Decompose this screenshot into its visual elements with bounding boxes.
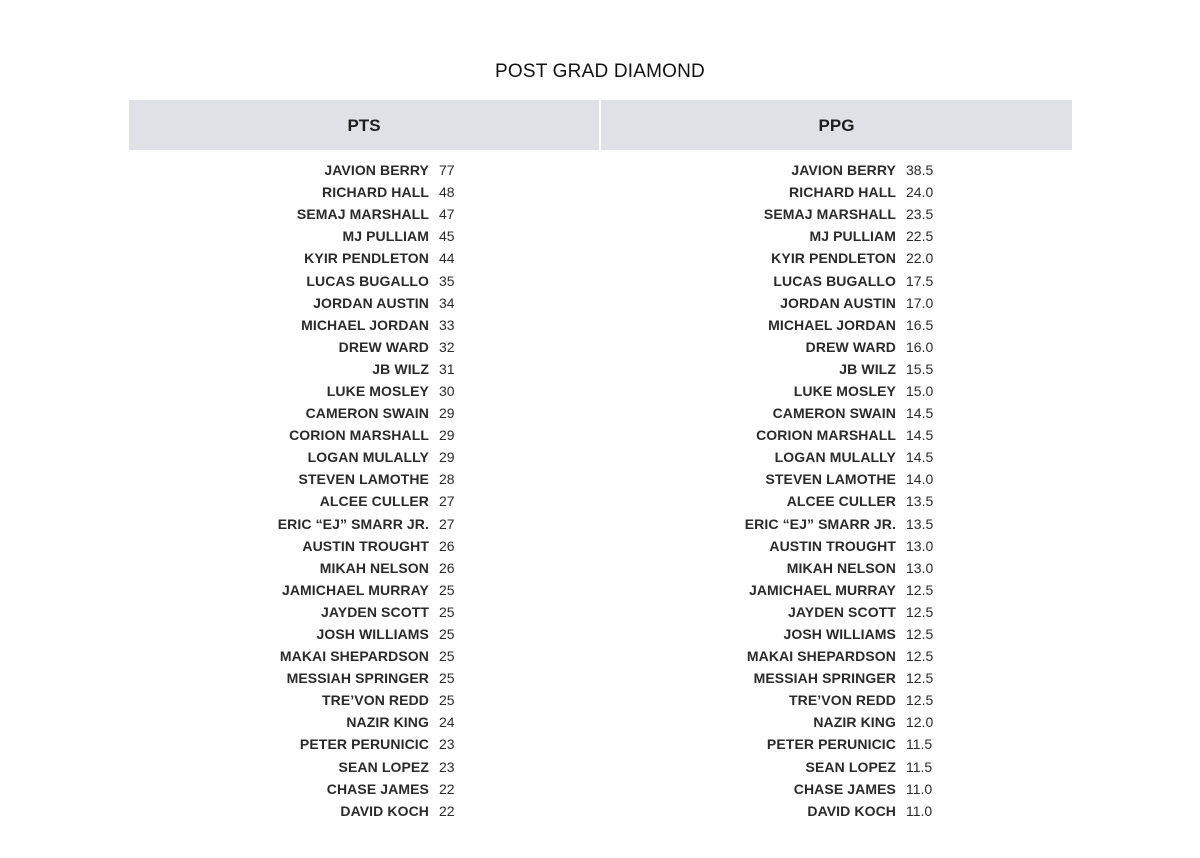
pts-value: 48 [439,184,455,201]
ppg-row [601,225,1071,247]
player-name: CHASE JAMES [793,780,896,797]
ppg-row [601,292,1071,314]
player-name: LOGAN MULALLY [307,449,429,466]
player-name: SEAN LOPEZ [338,758,429,775]
ppg-row [601,557,1071,579]
player-name: MJ PULLIAM [342,228,429,245]
player-name: JOSH WILLIAMS [783,626,896,643]
player-name: MICHAEL JORDAN [301,316,429,333]
ppg-row [601,468,1071,490]
ppg-value: 13.0 [906,559,934,576]
ppg-value: 12.5 [906,648,934,665]
pts-row [129,490,599,512]
ppg-row [601,490,1071,512]
pts-value: 29 [439,405,455,422]
player-name: AUSTIN TROUGHT [302,537,429,554]
pts-row [129,800,599,822]
player-name: JB WILZ [839,360,896,377]
ppg-leaderboard [601,159,1071,822]
player-name: DAVID KOCH [340,802,429,819]
player-name: NAZIR KING [813,714,896,731]
pts-value: 25 [439,626,455,643]
ppg-row [601,181,1071,203]
ppg-value: 17.0 [906,294,934,311]
pts-value: 23 [439,758,455,775]
pts-row [129,557,599,579]
player-name: ALCEE CULLER [786,493,896,510]
player-name: MIKAH NELSON [319,559,429,576]
pts-row [129,513,599,535]
pts-row [129,424,599,446]
pts-row [129,601,599,623]
player-name: RICHARD HALL [789,184,896,201]
ppg-row [601,513,1071,535]
pts-value: 22 [439,780,455,797]
pts-row [129,689,599,711]
player-name: MESSIAH SPRINGER [286,670,429,687]
pts-row [129,358,599,380]
ppg-value: 11.0 [906,802,933,819]
ppg-row [601,424,1071,446]
player-name: JORDAN AUSTIN [313,294,429,311]
player-name: STEVEN LAMOTHE [298,471,429,488]
pts-row [129,733,599,755]
ppg-row [601,645,1071,667]
ppg-value: 14.0 [906,471,934,488]
player-name: TRE’VON REDD [789,692,896,709]
player-name: MIKAH NELSON [786,559,896,576]
pts-value: 32 [439,338,455,355]
ppg-value: 12.5 [906,626,934,643]
player-name: JAVION BERRY [324,162,429,179]
player-name: TRE’VON REDD [322,692,429,709]
pts-row [129,535,599,557]
pts-row [129,314,599,336]
player-name: CORION MARSHALL [289,427,429,444]
pts-value: 44 [439,250,455,267]
ppg-row [601,579,1071,601]
ppg-row [601,756,1071,778]
player-name: PETER PERUNICIC [766,736,896,753]
ppg-value: 13.5 [906,493,934,510]
ppg-value: 12.5 [906,670,934,687]
pts-row [129,292,599,314]
pts-row [129,181,599,203]
table-header-row [129,100,1072,150]
ppg-value: 15.5 [906,360,934,377]
player-name: JORDAN AUSTIN [780,294,896,311]
ppg-value: 24.0 [906,184,934,201]
ppg-row [601,203,1071,225]
ppg-row [601,402,1071,424]
pts-row [129,645,599,667]
ppg-value: 17.5 [906,272,934,289]
player-name: AUSTIN TROUGHT [769,537,896,554]
ppg-row [601,269,1071,291]
pts-value: 45 [439,228,455,245]
pts-value: 29 [439,427,455,444]
pts-row [129,269,599,291]
pts-value: 31 [439,360,455,377]
ppg-row [601,247,1071,269]
pts-row [129,203,599,225]
pts-column-header: PTS [129,100,599,150]
ppg-value: 11.5 [906,736,933,753]
pts-row [129,468,599,490]
player-name: JAMICHAEL MURRAY [748,581,896,598]
player-name: JAYDEN SCOTT [320,603,429,620]
ppg-value: 14.5 [906,405,934,422]
player-name: KYIR PENDLETON [771,250,896,267]
ppg-value: 14.5 [906,449,934,466]
ppg-value: 16.0 [906,338,934,355]
ppg-value: 12.5 [906,603,934,620]
ppg-value: 22.0 [906,250,934,267]
player-name: JAMICHAEL MURRAY [281,581,429,598]
page-title: POST GRAD DIAMOND [495,60,705,82]
ppg-value: 12.0 [906,714,934,731]
player-name: STEVEN LAMOTHE [765,471,896,488]
pts-row [129,446,599,468]
pts-value: 22 [439,802,455,819]
pts-row [129,756,599,778]
ppg-row [601,336,1071,358]
pts-row [129,159,599,181]
pts-row [129,579,599,601]
pts-value: 47 [439,206,455,223]
pts-value: 34 [439,294,455,311]
ppg-column-header: PPG [601,100,1072,150]
ppg-row [601,778,1071,800]
ppg-row [601,667,1071,689]
ppg-value: 14.5 [906,427,934,444]
player-name: MAKAI SHEPARDSON [279,648,429,665]
player-name: PETER PERUNICIC [299,736,429,753]
pts-value: 25 [439,692,455,709]
ppg-value: 12.5 [906,581,934,598]
player-name: LUKE MOSLEY [326,382,429,399]
ppg-value: 23.5 [906,206,934,223]
player-name: ERIC “EJ” SMARR JR. [277,515,429,532]
pts-value: 27 [439,515,455,532]
pts-value: 25 [439,603,455,620]
pts-value: 28 [439,471,455,488]
player-name: CORION MARSHALL [756,427,896,444]
player-name: KYIR PENDLETON [304,250,429,267]
player-name: NAZIR KING [346,714,429,731]
player-name: JB WILZ [372,360,429,377]
ppg-row [601,159,1071,181]
ppg-row [601,733,1071,755]
pts-value: 30 [439,382,455,399]
player-name: RICHARD HALL [322,184,429,201]
ppg-value: 11.5 [906,758,933,775]
ppg-row [601,380,1071,402]
pts-row [129,225,599,247]
player-name: SEAN LOPEZ [805,758,896,775]
ppg-row [601,711,1071,733]
player-name: MAKAI SHEPARDSON [746,648,896,665]
ppg-row [601,800,1071,822]
player-name: DREW WARD [805,338,896,355]
player-name: SEMAJ MARSHALL [763,206,896,223]
pts-row [129,711,599,733]
pts-row [129,402,599,424]
player-name: JAYDEN SCOTT [787,603,896,620]
pts-value: 26 [439,559,455,576]
pts-value: 33 [439,316,455,333]
pts-row [129,380,599,402]
player-name: DAVID KOCH [807,802,896,819]
pts-row [129,667,599,689]
player-name: CAMERON SWAIN [772,405,896,422]
ppg-value: 38.5 [906,162,934,179]
player-name: DREW WARD [338,338,429,355]
ppg-value: 12.5 [906,692,934,709]
player-name: LOGAN MULALLY [774,449,896,466]
pts-value: 29 [439,449,455,466]
player-name: MJ PULLIAM [809,228,896,245]
player-name: LUKE MOSLEY [793,382,896,399]
pts-value: 26 [439,537,455,554]
ppg-row [601,358,1071,380]
pts-value: 27 [439,493,455,510]
ppg-row [601,446,1071,468]
ppg-row [601,535,1071,557]
ppg-row [601,314,1071,336]
ppg-value: 11.0 [906,780,933,797]
player-name: LUCAS BUGALLO [306,272,429,289]
pts-value: 25 [439,648,455,665]
ppg-value: 22.5 [906,228,934,245]
ppg-value: 16.5 [906,316,934,333]
pts-row [129,336,599,358]
ppg-value: 13.0 [906,537,934,554]
ppg-value: 13.5 [906,515,934,532]
pts-value: 25 [439,670,455,687]
pts-row [129,778,599,800]
pts-leaderboard [129,159,599,822]
player-name: ALCEE CULLER [319,493,429,510]
player-name: SEMAJ MARSHALL [296,206,429,223]
pts-value: 23 [439,736,455,753]
pts-row [129,247,599,269]
pts-value: 77 [439,162,455,179]
ppg-row [601,601,1071,623]
pts-value: 35 [439,272,455,289]
ppg-row [601,623,1071,645]
player-name: LUCAS BUGALLO [773,272,896,289]
player-name: CHASE JAMES [326,780,429,797]
player-name: CAMERON SWAIN [305,405,429,422]
pts-value: 25 [439,581,455,598]
ppg-value: 15.0 [906,382,934,399]
pts-value: 24 [439,714,455,731]
player-name: MESSIAH SPRINGER [753,670,896,687]
ppg-row [601,689,1071,711]
player-name: JAVION BERRY [791,162,896,179]
player-name: MICHAEL JORDAN [768,316,896,333]
player-name: JOSH WILLIAMS [316,626,429,643]
player-name: ERIC “EJ” SMARR JR. [744,515,896,532]
pts-row [129,623,599,645]
